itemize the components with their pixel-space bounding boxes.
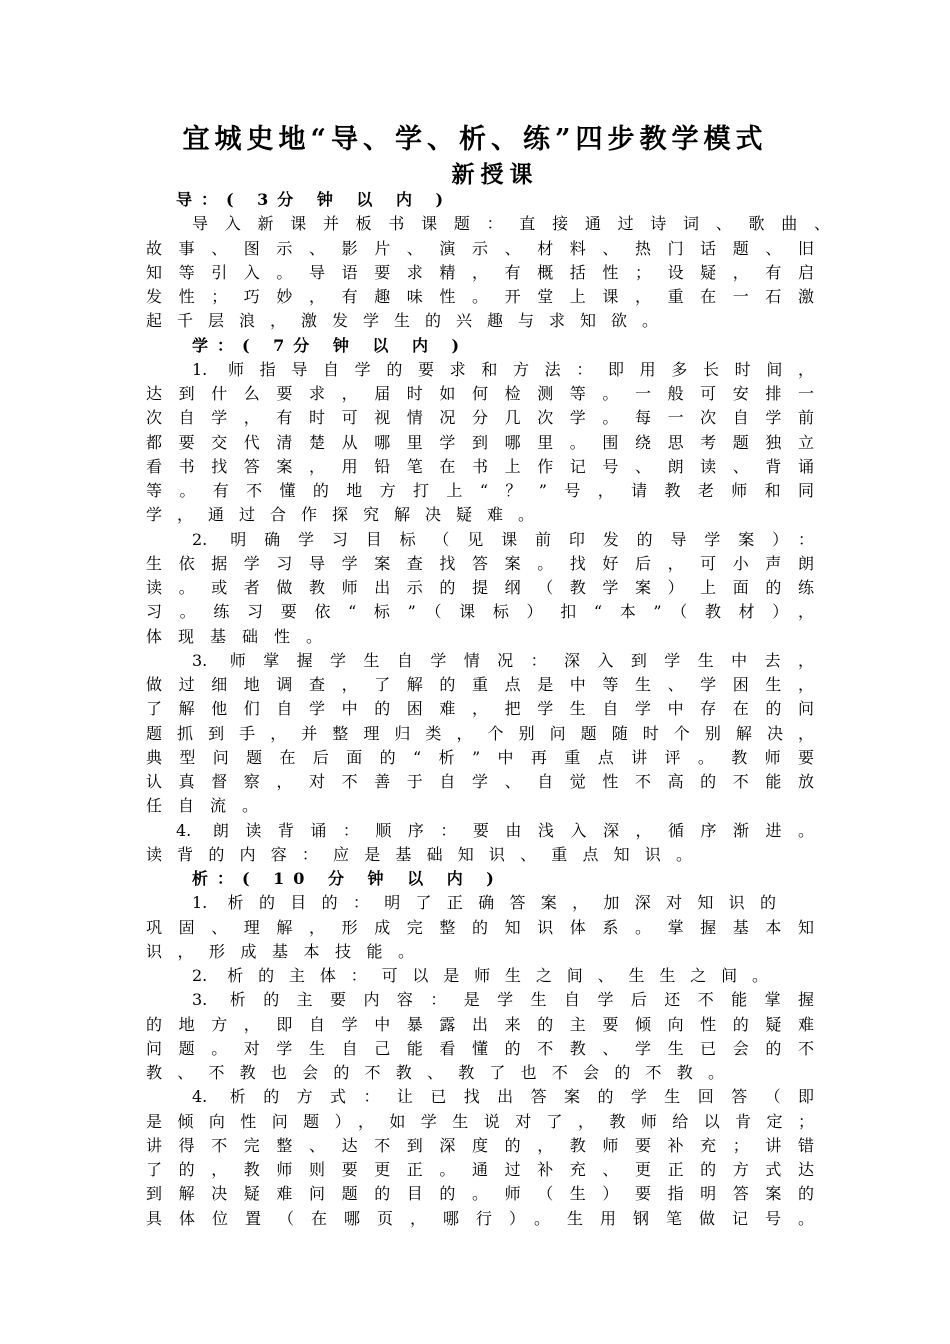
text-line: 是倾向性问题），如学生说对了，教师给以肯定；	[146, 1111, 814, 1131]
text-line: 3. 师掌握学生自学情况：深入到学生中去，	[192, 650, 814, 670]
text-line: 达到什么要求，届时如何检测等。一般可安排一	[146, 384, 814, 403]
text-line: 了的，教师则要更正。通过补充、更正的方式达	[146, 1160, 814, 1179]
text-line: 到解决疑难问题的目的。师（生）要指明答案的	[146, 1184, 814, 1204]
text-line: 1. 师指导自学的要求和方法：即用多长时间，	[192, 359, 814, 379]
text-line: 习。练习要依“标”（课标）扣“本”（教材），	[146, 602, 814, 622]
document-title: 宜城史地“导、学、析、练”四步教学模式	[182, 124, 768, 155]
text-line: 等。有不懂的地方打上“？”号，请教老师和同	[146, 481, 814, 500]
text-line: 发性；巧妙，有趣味性。开堂上课，重在一石激	[146, 287, 814, 306]
text-line: 4. 析的方式：让已找出答案的学生回答（即	[192, 1087, 814, 1107]
text-line: 学，通过合作探究解决疑难。	[146, 505, 534, 525]
text-line: 故事、图示、影片、演示、材料、热门话题、旧	[146, 238, 814, 258]
text-line: 识，形成基本技能。	[146, 941, 414, 961]
section-heading: 学：( 7分 钟 以 内 )	[192, 335, 469, 355]
text-line: 读。或者做教师出示的提纲（教学案）上面的练	[146, 578, 814, 597]
text-line: 2. 明确学习目标（见课前印发的导学案）：	[192, 529, 814, 549]
section-heading: 导：( 3分 钟 以 内 )	[176, 190, 453, 209]
text-line: 讲得不完整、达不到深度的，教师要补充；讲错	[146, 1135, 814, 1155]
document-subtitle: 新授课	[451, 161, 539, 188]
text-line: 了解他们自学中的困难，把学生自学中存在的问	[146, 699, 814, 719]
text-line: 问题。对学生自己能看懂的不教、学生已会的不	[146, 1038, 814, 1058]
text-line: 题抓到手，并整理归类，个别问题随时个别解决，	[146, 723, 814, 743]
text-line: 教、不教也会的不教、教了也不会的不教。	[146, 1063, 724, 1082]
text-line: 3. 析的主要内容：是学生自学后还不能掌握	[192, 990, 814, 1010]
text-line: 起千层浪，激发学生的兴趣与求知欲。	[146, 311, 658, 331]
text-line: 生依据学习导学案查找答案。找好后，可小声朗	[146, 553, 814, 573]
text-line: 具体位置（在哪页，哪行）。生用钢笔做记号。	[146, 1208, 814, 1228]
text-line: 4. 朗读背诵：顺序：要由浅入深，循序渐进。	[176, 820, 814, 840]
text-line: 1. 析的目的：明了正确答案，加深对知识的	[192, 893, 776, 913]
text-line: 典型问题在后面的“析”中再重点讲评。教师要	[146, 747, 814, 767]
text-line: 都要交代清楚从哪里学到哪里。围绕思考题独立	[146, 432, 814, 452]
text-line: 做过细地调查，了解的重点是中等生、学困生，	[146, 675, 814, 694]
text-line: 知等引入。导语要求精，有概括性；设疑，有启	[146, 262, 814, 282]
text-line: 体现基础性。	[146, 626, 322, 646]
text-line: 巩固、理解，形成完整的知识体系。掌握基本知	[146, 917, 814, 937]
section-heading: 析：( 10 分 钟 以 内 )	[192, 869, 503, 888]
text-line: 任自流。	[146, 796, 258, 816]
text-line: 导入新课并板书课题：直接通过诗词、歌曲、	[192, 214, 830, 234]
text-line: 2. 析的主体：可以是师生之间、生生之间。	[192, 966, 768, 985]
text-line: 的地方，即自学中暴露出来的主要倾向性的疑难	[146, 1014, 814, 1034]
text-line: 读背的内容：应是基础知识、重点知识。	[146, 844, 692, 864]
text-line: 认真督察，对不善于自学、自觉性不高的不能放	[146, 772, 814, 791]
text-line: 次自学，有时可视情况分几次学。每一次自学前	[146, 408, 814, 428]
text-line: 看书找答案，用铅笔在书上作记号、朗读、背诵	[146, 456, 814, 476]
